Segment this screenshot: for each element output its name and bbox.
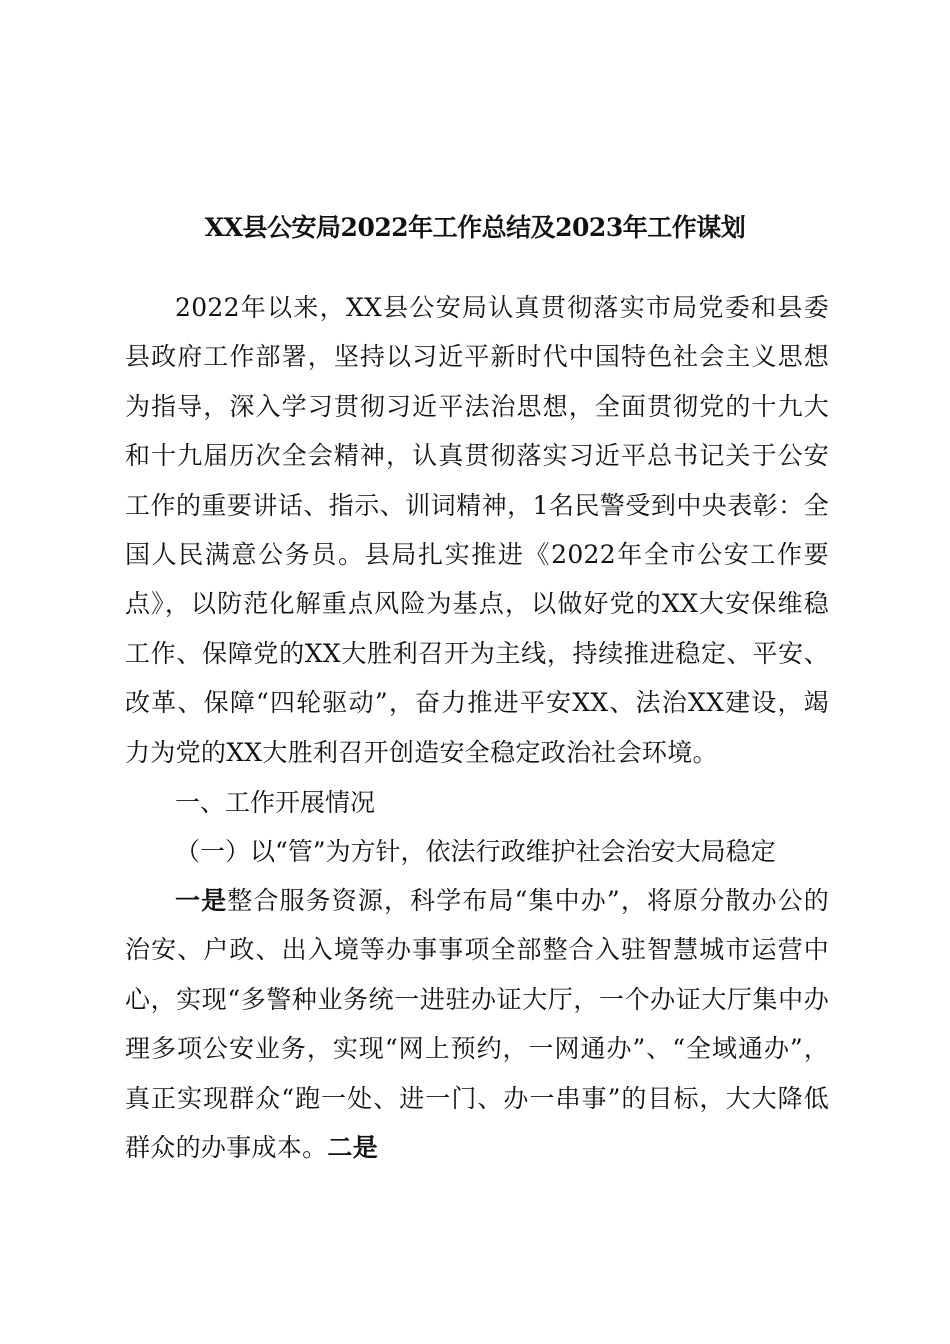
section-heading: 一、工作开展情况: [175, 788, 376, 817]
item-one-lead: 一是: [175, 886, 228, 915]
item-one-text: 整合服务资源，科学布局“集中办”，将原分散办公的治安、户政、出入境等办事事项全部整合入驻智慧城市运营中心，实现“多警种业务统一进驻办证大厅，一个办证大厅集中办理多项公安业务，实现“网上预约，一网通办”、“全域通办”，真正实现群众“跑一处、进一门、办一串事”的目标，大大降低群众的办事成本。: [125, 886, 830, 1163]
item-paragraph: [125, 876, 829, 1172]
subsection-heading: （一）以“管”为方针，依法行政维护社会治安大局稳定: [175, 837, 776, 866]
intro-paragraph-block: [125, 283, 829, 777]
document-title: XX县公安局2022年工作总结及2023年工作谋划: [204, 213, 746, 242]
item-paragraph-block: [125, 876, 829, 1172]
item-two-lead: 二是: [327, 1133, 379, 1163]
intro-paragraph: 2022年以来，XX县公安局认真贯彻落实市局党委和县委县政府工作部署，坚持以习近平新时代中国特色社会主义思想为指导，深入学习贯彻习近平法治思想，全面贯彻党的十九大和十九届历次全会精神，认真贯彻落实习近平总书记关于公安工作的重要讲话、指示、训词精神，1名民警受到中央表彰：全国人民满意公务员。县局扎实推进《2022年全市公安工作要点》，以防范化解重点风险为基点，以做好党的XX大安保维稳工作、保障党的XX大胜利召开为主线，持续推进稳定、平安、改革、保障“四轮驱动”，奋力推进平安XX、法治XX建设，竭力为党的XX大胜利召开创造安全稳定政治社会环境。: [125, 293, 829, 767]
